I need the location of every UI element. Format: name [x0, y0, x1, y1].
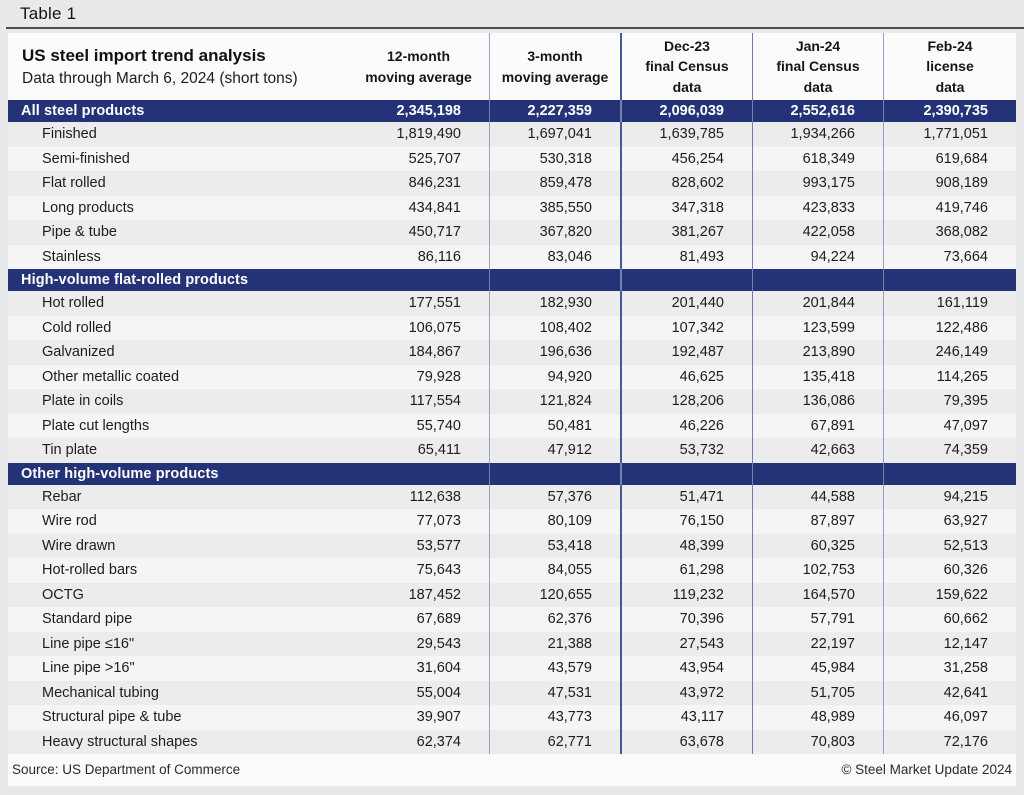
cell-value: 57,376: [490, 485, 622, 510]
cell-value: 119,232: [622, 583, 753, 608]
column-header-line: data: [935, 78, 965, 95]
section-total-value: 2,552,616: [753, 100, 884, 122]
column-header: [753, 33, 884, 100]
row-label: Wire drawn: [42, 537, 116, 554]
row-label: Flat rolled: [42, 175, 106, 192]
cell-value: 47,097: [943, 417, 988, 434]
cell-value: 62,771: [490, 730, 622, 755]
cell-value: 164,570: [753, 583, 884, 608]
cell-value: 27,543: [622, 632, 753, 657]
cell-value: 43,579: [490, 656, 622, 681]
cell-value: 182,930: [490, 291, 622, 316]
table-number-label: Table 1: [20, 4, 77, 23]
cell-value: 423,833: [753, 196, 884, 221]
cell-value: 61,298: [622, 558, 753, 583]
cell-value: 177,551: [348, 291, 490, 316]
column-header-line: final Census: [776, 58, 860, 75]
cell-value: 29,543: [348, 632, 490, 657]
cell-value: 53,418: [490, 534, 622, 559]
section-total-value: [753, 463, 884, 485]
cell-value: 422,058: [753, 220, 884, 245]
section-header-row: [8, 269, 1016, 291]
table-row: [8, 509, 1016, 534]
cell-value: 80,109: [490, 509, 622, 534]
section-header-row: [8, 463, 1016, 485]
column-header-line: Feb-24: [927, 38, 973, 55]
cell-value: 106,075: [348, 316, 490, 341]
cell-value: 993,175: [753, 171, 884, 196]
cell-value: 31,604: [348, 656, 490, 681]
cell-value: 456,254: [622, 147, 753, 172]
column-header: [622, 33, 753, 100]
cell-value: 62,374: [348, 730, 490, 755]
table-row: [8, 656, 1016, 681]
section-total-value: [490, 463, 622, 485]
table-row: [8, 196, 1016, 221]
cell-value: 52,513: [943, 537, 988, 554]
table-row: [8, 122, 1016, 147]
table-subtitle: Data through March 6, 2024 (short tons): [22, 69, 298, 87]
cell-value: 75,643: [348, 558, 490, 583]
cell-value: 57,791: [753, 607, 884, 632]
cell-value: 60,326: [943, 562, 988, 579]
column-header: [884, 33, 1016, 100]
top-rule: [6, 27, 1024, 29]
table-row: [8, 534, 1016, 559]
cell-value: 77,073: [348, 509, 490, 534]
cell-value: 31,258: [943, 660, 988, 677]
cell-value: 94,224: [753, 245, 884, 270]
cell-value: 1,639,785: [622, 122, 753, 147]
cell-value: 530,318: [490, 147, 622, 172]
cell-value: 84,055: [490, 558, 622, 583]
column-header-line: moving average: [365, 68, 472, 85]
column-header-line: 12-month: [387, 48, 450, 65]
cell-value: 525,707: [348, 147, 490, 172]
cell-value: 86,116: [348, 245, 490, 270]
cell-value: 63,678: [622, 730, 753, 755]
cell-value: 50,481: [490, 414, 622, 439]
cell-value: 79,395: [943, 393, 988, 410]
section-header-row: [8, 100, 1016, 122]
column-header: [348, 33, 490, 100]
section-total-value: [884, 463, 1016, 485]
section-total-value: [753, 269, 884, 291]
cell-value: 619,684: [935, 150, 988, 167]
cell-value: 73,664: [943, 248, 988, 265]
cell-value: 102,753: [753, 558, 884, 583]
column-header-line: final Census: [645, 58, 729, 75]
table-row: [8, 245, 1016, 270]
cell-value: 1,771,051: [923, 126, 988, 143]
cell-value: 434,841: [348, 196, 490, 221]
cell-value: 828,602: [622, 171, 753, 196]
cell-value: 67,891: [753, 414, 884, 439]
section-total-value: [884, 269, 1016, 291]
cell-value: 1,819,490: [348, 122, 490, 147]
cell-value: 368,082: [935, 224, 988, 241]
cell-value: 136,086: [753, 389, 884, 414]
row-label: Standard pipe: [42, 611, 133, 628]
cell-value: 45,984: [753, 656, 884, 681]
section-total-value: 2,227,359: [490, 100, 622, 122]
table-row: [8, 705, 1016, 730]
cell-value: 107,342: [622, 316, 753, 341]
row-label: Wire rod: [42, 513, 97, 530]
row-label: Plate cut lengths: [42, 417, 150, 434]
cell-value: 53,577: [348, 534, 490, 559]
cell-value: 43,773: [490, 705, 622, 730]
row-label: Pipe & tube: [42, 224, 117, 241]
cell-value: 48,989: [753, 705, 884, 730]
cell-value: 859,478: [490, 171, 622, 196]
cell-value: 246,149: [935, 344, 988, 361]
table-row: [8, 558, 1016, 583]
row-label: Semi-finished: [42, 150, 130, 167]
column-header-line: data: [672, 78, 702, 95]
cell-value: 55,004: [348, 681, 490, 706]
section-total-value: [622, 269, 753, 291]
section-total-value: 2,345,198: [348, 100, 490, 122]
cell-value: 42,663: [753, 438, 884, 463]
table-row: [8, 607, 1016, 632]
cell-value: 121,824: [490, 389, 622, 414]
cell-value: 120,655: [490, 583, 622, 608]
cell-value: 135,418: [753, 365, 884, 390]
cell-value: 117,554: [348, 389, 490, 414]
row-label: Galvanized: [42, 344, 115, 361]
column-header-line: Jan-24: [795, 38, 841, 55]
row-label: Mechanical tubing: [42, 684, 159, 701]
source-note: Source: US Department of Commerce: [12, 762, 241, 777]
row-label: Cold rolled: [42, 319, 112, 336]
cell-value: 70,396: [622, 607, 753, 632]
section-total-value: 2,390,735: [923, 103, 988, 119]
cell-value: 83,046: [490, 245, 622, 270]
table-row: [8, 485, 1016, 510]
cell-value: 76,150: [622, 509, 753, 534]
cell-value: 618,349: [753, 147, 884, 172]
cell-value: 53,732: [622, 438, 753, 463]
cell-value: 367,820: [490, 220, 622, 245]
cell-value: 94,215: [943, 488, 988, 505]
section-total-value: [348, 269, 490, 291]
cell-value: 79,928: [348, 365, 490, 390]
cell-value: 22,197: [753, 632, 884, 657]
cell-value: 1,697,041: [490, 122, 622, 147]
row-label: Heavy structural shapes: [42, 733, 198, 750]
cell-value: 42,641: [943, 684, 988, 701]
column-header-line: moving average: [501, 68, 609, 85]
cell-value: 48,399: [622, 534, 753, 559]
table-row: [8, 730, 1016, 755]
row-label: Plate in coils: [42, 393, 124, 410]
cell-value: 846,231: [348, 171, 490, 196]
table-row: [8, 365, 1016, 390]
row-label: Finished: [42, 126, 97, 143]
cell-value: 1,934,266: [753, 122, 884, 147]
row-label: Line pipe ≤16": [42, 635, 135, 652]
section-total-value: [490, 269, 622, 291]
column-header-line: license: [926, 58, 974, 75]
cell-value: 63,927: [943, 513, 988, 530]
table-row: [8, 389, 1016, 414]
cell-value: 39,907: [348, 705, 490, 730]
cell-value: 908,189: [935, 175, 988, 192]
section-total-value: [622, 463, 753, 485]
cell-value: 46,625: [622, 365, 753, 390]
cell-value: 44,588: [753, 485, 884, 510]
cell-value: 347,318: [622, 196, 753, 221]
section-header-label: High-volume flat-rolled products: [21, 272, 249, 288]
cell-value: 81,493: [622, 245, 753, 270]
cell-value: 87,897: [753, 509, 884, 534]
cell-value: 114,265: [936, 368, 988, 385]
cell-value: 65,411: [348, 438, 490, 463]
cell-value: 46,097: [943, 709, 988, 726]
table-row: [8, 632, 1016, 657]
table-row: [8, 147, 1016, 172]
table-row: [8, 291, 1016, 316]
table-row: [8, 681, 1016, 706]
table-row: [8, 340, 1016, 365]
cell-value: 201,844: [753, 291, 884, 316]
cell-value: 108,402: [490, 316, 622, 341]
cell-value: 51,705: [753, 681, 884, 706]
section-header-label: Other high-volume products: [21, 465, 219, 482]
cell-value: 46,226: [622, 414, 753, 439]
table-row: [8, 583, 1016, 608]
cell-value: 62,376: [490, 607, 622, 632]
cell-value: 43,954: [622, 656, 753, 681]
cell-value: 381,267: [622, 220, 753, 245]
row-label: Long products: [42, 199, 134, 216]
cell-value: 55,740: [348, 414, 490, 439]
cell-value: 196,636: [490, 340, 622, 365]
cell-value: 201,440: [622, 291, 753, 316]
row-label: Tin plate: [42, 442, 98, 459]
table-title: US steel import trend analysis: [22, 45, 266, 65]
table-row: [8, 316, 1016, 341]
row-label: Hot-rolled bars: [42, 562, 138, 579]
column-header-line: data: [803, 78, 833, 95]
table-header-row: [8, 33, 1016, 100]
row-label: Other metallic coated: [42, 368, 180, 385]
section-total-value: 2,096,039: [622, 100, 753, 122]
cell-value: 184,867: [348, 340, 490, 365]
cell-value: 385,550: [490, 196, 622, 221]
cell-value: 60,325: [753, 534, 884, 559]
cell-value: 192,487: [622, 340, 753, 365]
cell-value: 419,746: [935, 199, 988, 216]
row-label: Stainless: [42, 248, 101, 265]
cell-value: 187,452: [348, 583, 490, 608]
cell-value: 161,119: [936, 295, 988, 312]
cell-value: 112,638: [348, 485, 490, 510]
cell-value: 51,471: [622, 485, 753, 510]
table-row: [8, 438, 1016, 463]
cell-value: 122,486: [935, 319, 988, 336]
cell-value: 128,206: [622, 389, 753, 414]
copyright-note: © Steel Market Update 2024: [841, 762, 1012, 777]
cell-value: 43,117: [622, 705, 753, 730]
cell-value: 213,890: [753, 340, 884, 365]
section-header-label: All steel products: [21, 103, 145, 119]
table-row: [8, 171, 1016, 196]
cell-value: 94,920: [490, 365, 622, 390]
cell-value: 47,531: [490, 681, 622, 706]
row-label: OCTG: [42, 586, 84, 603]
table-title-block: [8, 33, 348, 100]
cell-value: 72,176: [943, 733, 988, 750]
column-header-line: 3-month: [527, 48, 583, 65]
cell-value: 450,717: [348, 220, 490, 245]
row-label: Line pipe >16": [42, 660, 135, 677]
cell-value: 159,622: [935, 586, 988, 603]
table-row: [8, 414, 1016, 439]
column-header: [490, 33, 622, 100]
row-label: Rebar: [42, 488, 82, 505]
cell-value: 43,972: [622, 681, 753, 706]
table-footer: [8, 762, 1016, 786]
cell-value: 70,803: [753, 730, 884, 755]
table-row: [8, 220, 1016, 245]
cell-value: 12,147: [943, 635, 988, 652]
cell-value: 67,689: [348, 607, 490, 632]
column-header-line: Dec-23: [664, 38, 710, 55]
cell-value: 60,662: [943, 611, 988, 628]
cell-value: 47,912: [490, 438, 622, 463]
section-total-value: [348, 463, 490, 485]
cell-value: 74,359: [943, 442, 988, 459]
row-label: Hot rolled: [42, 295, 105, 312]
steel-import-table: [8, 33, 1016, 786]
cell-value: 21,388: [490, 632, 622, 657]
row-label: Structural pipe & tube: [42, 709, 182, 726]
cell-value: 123,599: [753, 316, 884, 341]
